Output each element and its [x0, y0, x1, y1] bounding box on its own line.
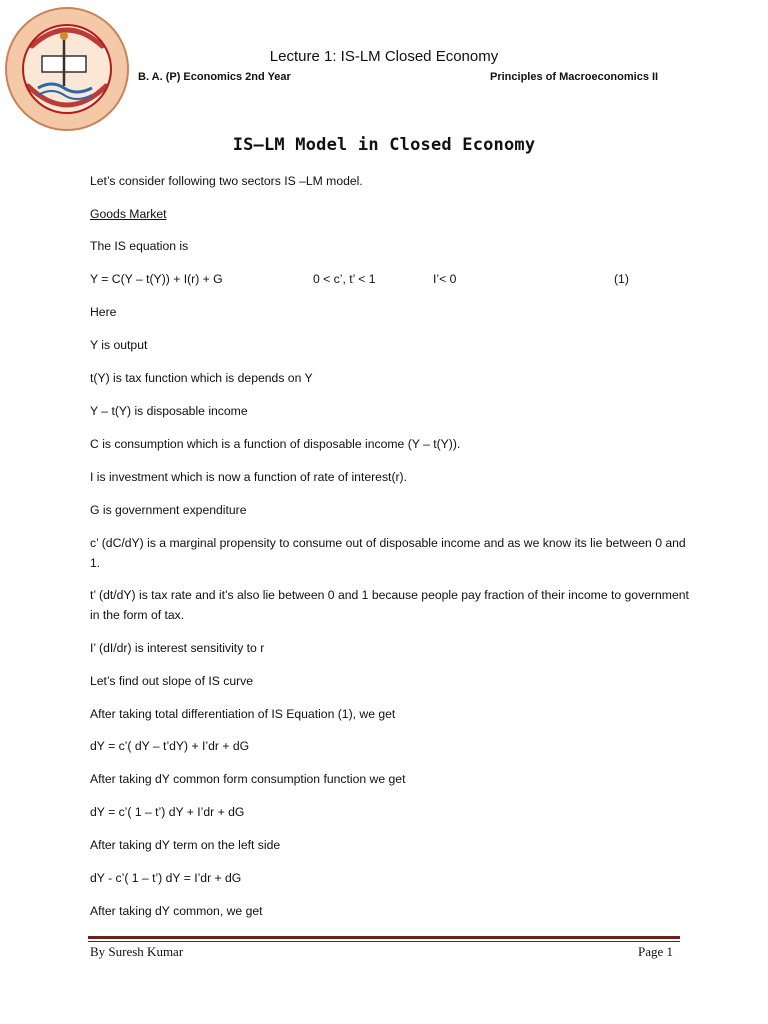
definition-interest-sensitivity: I’ (dI/dr) is interest sensitivity to r: [90, 641, 265, 655]
footer-rule: [88, 936, 680, 939]
equation-c: dY - c’( 1 – t’) dY = I’dr + dG: [90, 871, 242, 885]
document-title: IS–LM Model in Closed Economy: [232, 135, 536, 155]
lecture-title: Lecture 1: IS-LM Closed Economy: [269, 48, 499, 65]
slope-intro: Let’s find out slope of IS curve: [90, 674, 254, 688]
equation-b: dY = c’( 1 – t’) dY + I’dr + dG: [90, 805, 245, 819]
is-equation-condition-2: I’< 0: [433, 272, 457, 286]
equation-a: dY = c’( dY – t’dY) + I’dr + dG: [90, 739, 250, 753]
footer-page-number: Page 1: [638, 944, 674, 959]
footer-author: By Suresh Kumar: [90, 944, 184, 959]
definition-tax-function: t(Y) is tax function which is depends on Y: [90, 371, 313, 385]
definition-government: G is government expenditure: [90, 503, 247, 517]
step-2-text: After taking dY common form consumption function we get: [90, 772, 406, 786]
is-equation-condition-1: 0 < c’, t’ < 1: [313, 272, 376, 286]
subject-label: Principles of Macroeconomics II: [490, 71, 659, 83]
definition-tax-rate: t’ (dt/dY) is tax rate and it’s also lie between 0 and 1 because people pay fraction of their income to government in the form of tax.: [90, 588, 689, 622]
equation-number: (1): [614, 272, 629, 286]
definition-investment: I is investment which is now a function of rate of interest(r).: [90, 470, 408, 484]
footer-rule-thin: [88, 941, 680, 942]
college-seal-icon: [4, 6, 130, 132]
intro-text: Let’s consider following two sectors IS –LM model.: [90, 174, 363, 188]
step-4-text: After taking dY common, we get: [90, 904, 263, 918]
step-1-text: After taking total differentiation of IS Equation (1), we get: [90, 707, 396, 721]
course-label: B. A. (P) Economics 2nd Year: [138, 71, 291, 83]
step-3-text: After taking dY term on the left side: [90, 838, 281, 852]
here-label: Here: [90, 305, 117, 319]
definition-consumption: C is consumption which is a function of disposable income (Y – t(Y)).: [90, 437, 461, 451]
section-heading: Goods Market: [90, 207, 167, 221]
definition-mpc: c’ (dC/dY) is a marginal propensity to consume out of disposable income and as we know its lie between 0 and 1.: [90, 536, 686, 570]
definition-disposable-income: Y – t(Y) is disposable income: [90, 404, 248, 418]
definition-y: Y is output: [90, 338, 148, 352]
is-equation-formula: Y = C(Y – t(Y)) + I(r) + G: [90, 272, 223, 286]
is-equation-intro: The IS equation is: [90, 239, 189, 253]
